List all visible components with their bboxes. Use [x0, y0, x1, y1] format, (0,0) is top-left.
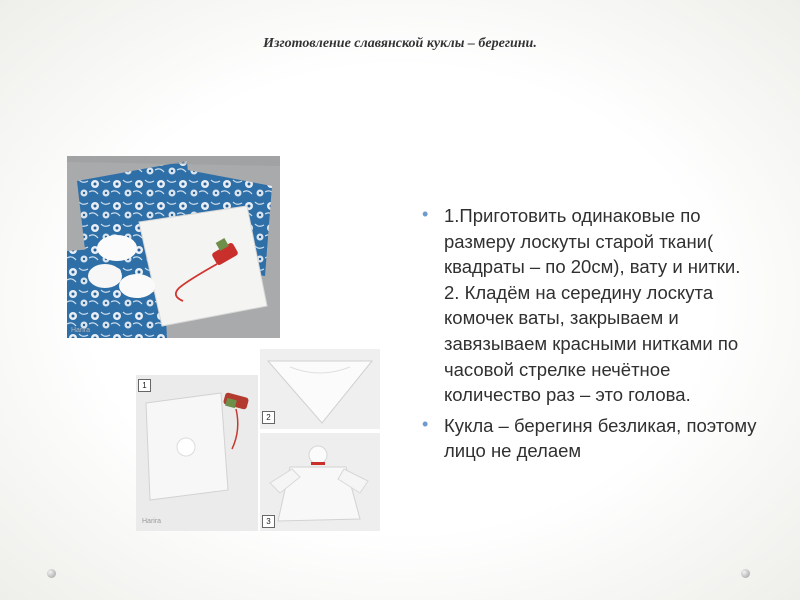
step1-watermark: Harira [142, 518, 162, 525]
step1-photo [136, 375, 258, 531]
instructions [418, 203, 768, 469]
materials-photo [67, 156, 280, 338]
corner-dot-right [741, 569, 750, 578]
step2-photo [260, 349, 380, 429]
bullet-icon: • [422, 204, 429, 224]
corner-dot-left [47, 569, 56, 578]
step2-label: 2 [262, 411, 275, 424]
list-item-text: 1.Приготовить одинаковые по размеру лоскуты старой ткани( квадраты – по 20см), вату и нитки. 2. Кладём на середину лоскута комочек ваты, закрываем и завязываем красными нитками по часовой стрелке нечётное количество раз – это голова. [444, 205, 741, 406]
bullet-icon: • [422, 413, 429, 434]
step1-label: 1 [138, 379, 151, 392]
list-item [418, 413, 768, 464]
list-item-text: Кукла – берегиня безликая, поэтому лицо не делаем [444, 414, 757, 462]
slide-title: Изготовление славянской куклы – берегини. [263, 36, 537, 51]
main-photo-watermark: Harira [71, 327, 91, 334]
bullet-list [418, 203, 768, 464]
list-item [418, 203, 768, 408]
step3-label: 3 [262, 515, 275, 528]
step3-photo [260, 433, 380, 531]
